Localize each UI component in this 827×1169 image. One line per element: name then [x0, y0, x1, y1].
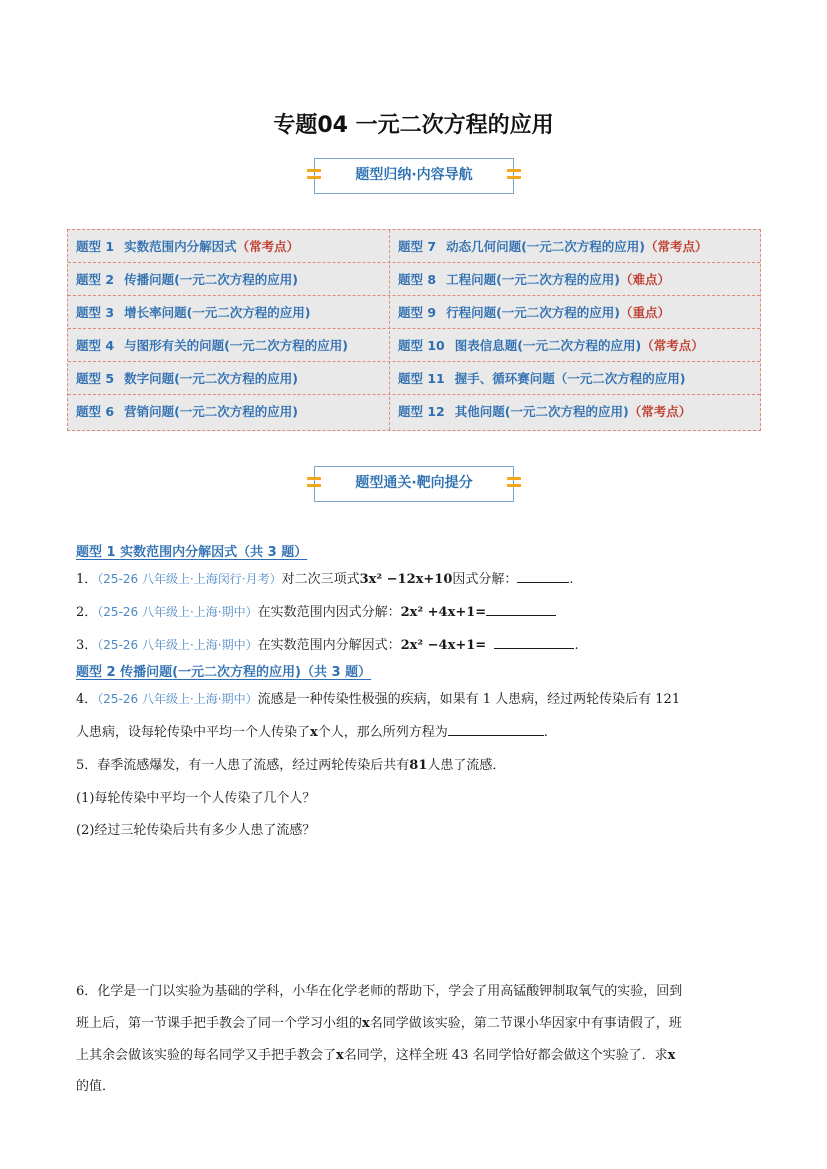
question-4-line-1: 4．（25-26 八年级上·上海·期中）流感是一种传染性极强的疾病，如果有 1 人患病，经过两轮传染后有 121: [76, 692, 681, 707]
nav-item-4[interactable]: 题型 4 与图形有关的问题(一元二次方程的应用): [76, 338, 348, 353]
banner-label: 题型通关·靶向提分: [355, 475, 473, 491]
question-1: 1．（25-26 八年级上·上海闵行·月考）对二次三项式3x² −12x+10因式分解： .: [76, 572, 574, 587]
section-banner-practice: [314, 466, 514, 502]
nav-item-6[interactable]: 题型 6 营销问题(一元二次方程的应用): [76, 404, 298, 419]
table-row: [68, 395, 760, 428]
banner-decoration-icon: [307, 477, 321, 487]
question-6-line-2: 班上后，第一节课手把手教会了同一个学习小组的x名同学做该实验，第二节课小华因家中有事请假了，班: [76, 1016, 682, 1031]
section-heading-2[interactable]: 题型 2 传播问题(一元二次方程的应用)（共 3 题）: [76, 665, 372, 680]
question-6-line-1: 6．化学是一门以实验为基础的学科，小华在化学老师的帮助下，学会了用高锰酸钾制取氧气的实验，回到: [76, 984, 683, 999]
nav-item-1[interactable]: 题型 1 实数范围内分解因式（常考点）: [76, 239, 300, 254]
banner-label: 题型归纳·内容导航: [355, 167, 473, 183]
section-banner-navigation: [314, 158, 514, 194]
nav-item-5[interactable]: 题型 5 数字问题(一元二次方程的应用): [76, 371, 298, 386]
section-heading-1[interactable]: 题型 1 实数范围内分解因式（共 3 题）: [76, 545, 308, 560]
question-6-line-3: 上其余会做该实验的每名同学又手把手教会了x名同学，这样全班 43 名同学恰好都会做这个实验了．求x: [76, 1048, 676, 1063]
answer-blank[interactable]: [494, 636, 574, 649]
question-5: 5．春季流感爆发，有一人患了流感，经过两轮传染后共有81人患了流感．: [76, 758, 506, 773]
table-row: [68, 296, 760, 329]
nav-item-11[interactable]: 题型 11 握手、循环赛问题（一元二次方程的应用): [398, 371, 686, 386]
question-4-line-2: 人患病，设每轮传染中平均一个人传染了x个人，那么所列方程为 .: [76, 725, 548, 740]
nav-item-10[interactable]: 题型 10 图表信息题(一元二次方程的应用)（常考点）: [398, 338, 704, 353]
banner-decoration-icon: [507, 477, 521, 487]
table-row: [68, 362, 760, 395]
nav-item-3[interactable]: 题型 3 增长率问题(一元二次方程的应用): [76, 305, 311, 320]
answer-blank[interactable]: [486, 603, 556, 616]
table-row: [68, 230, 760, 263]
question-2: 2．（25-26 八年级上·上海·期中）在实数范围内因式分解：2x² +4x+1=: [76, 601, 556, 620]
answer-blank[interactable]: [448, 723, 544, 736]
page-title: 专题04 一元二次方程的应用: [273, 113, 554, 138]
table-row: [68, 329, 760, 362]
question-5-part-1: (1)每轮传染中平均一个人传染了几个人？: [76, 791, 316, 806]
banner-decoration-icon: [507, 169, 521, 179]
nav-item-9[interactable]: 题型 9 行程问题(一元二次方程的应用)（重点）: [398, 305, 671, 320]
question-5-part-2: (2)经过三轮传染后共有多少人患了流感？: [76, 823, 316, 838]
question-6-line-4: 的值．: [76, 1079, 116, 1094]
nav-item-12[interactable]: 题型 12 其他问题(一元二次方程的应用)（常考点）: [398, 404, 692, 419]
nav-item-2[interactable]: 题型 2 传播问题(一元二次方程的应用): [76, 272, 298, 287]
question-3: 3．（25-26 八年级上·上海·期中）在实数范围内分解因式：2x² −4x+1= .: [76, 638, 579, 653]
nav-item-7[interactable]: 题型 7 动态几何问题(一元二次方程的应用)（常考点）: [398, 239, 708, 254]
answer-blank[interactable]: [517, 570, 569, 583]
table-row: [68, 263, 760, 296]
topic-navigation-table: [67, 229, 761, 431]
nav-item-8[interactable]: 题型 8 工程问题(一元二次方程的应用)（难点）: [398, 272, 671, 287]
banner-decoration-icon: [307, 169, 321, 179]
